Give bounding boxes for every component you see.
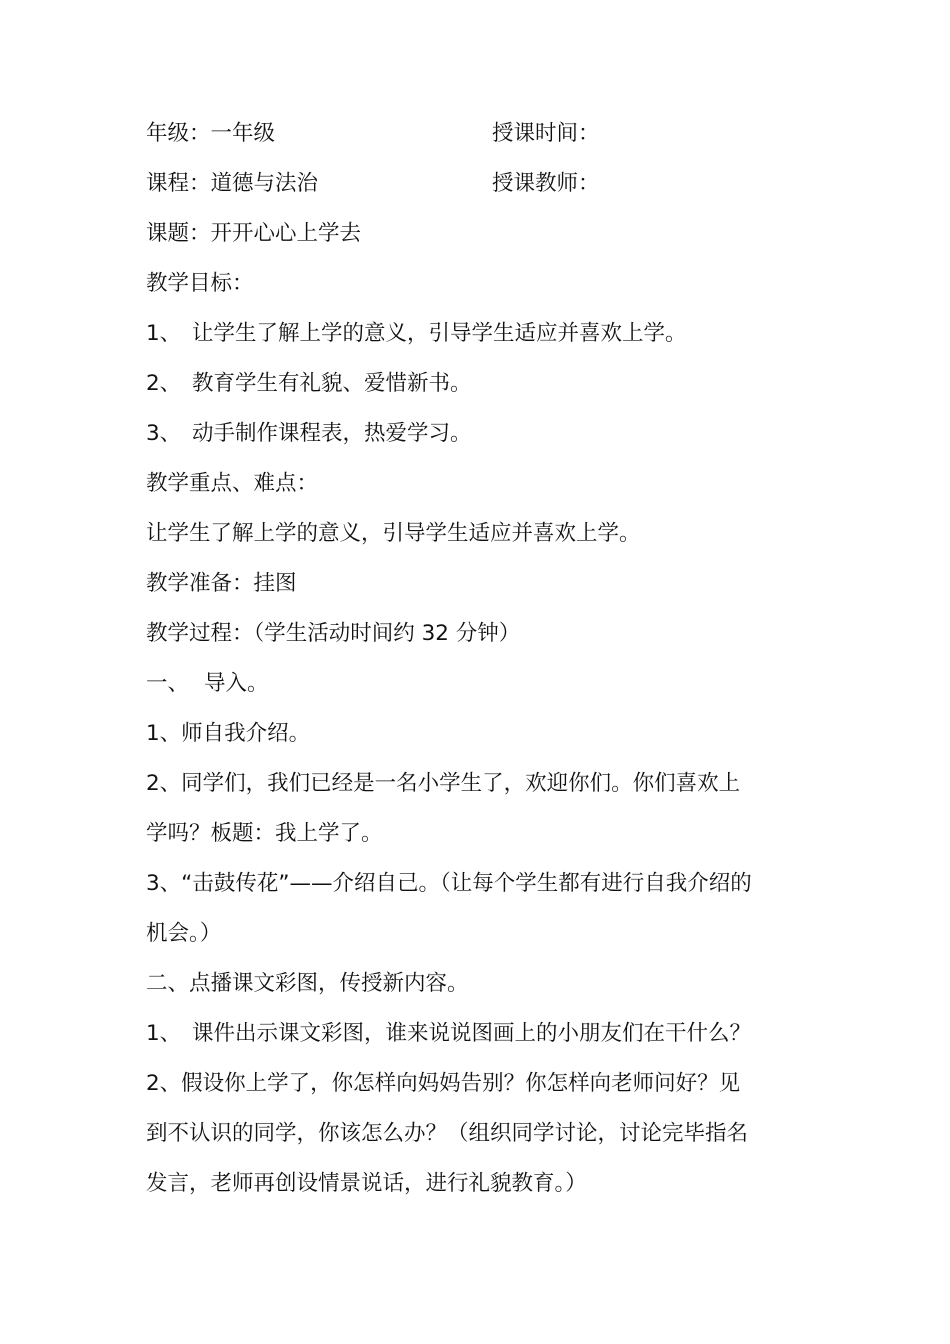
objective-item (146, 316, 816, 366)
process-item (146, 1016, 816, 1066)
keypoints-heading: 教学重点、难点： (146, 471, 319, 496)
section-heading (146, 666, 816, 716)
process-item: 2、假设你上学了，你怎样向妈妈告别？你怎样向老师问好？见 (146, 1071, 741, 1096)
topic-field: 课题：开开心心上学去 (146, 221, 362, 246)
objective-item (146, 416, 816, 466)
process-item-continued: 发言，老师再创设情景说话，进行礼貌教育。） (146, 1171, 587, 1196)
objectives-heading: 教学目标： (146, 271, 254, 296)
objective-text: 让学生了解上学的意义，引导学生适应并喜欢上学。 (192, 321, 687, 346)
section-title: 导入。 (204, 671, 269, 696)
lesson-plan-content (146, 116, 816, 1216)
class-time-field: 授课时间： (492, 121, 600, 146)
process-item: 1、师自我介绍。 (146, 721, 311, 746)
process-item-continued: 学吗？板题：我上学了。 (146, 821, 383, 846)
process-item: 3、“击鼓传花”——介绍自己。（让每个学生都有进行自我介绍的 (146, 871, 752, 896)
objective-text: 动手制作课程表，热爱学习。 (192, 421, 472, 446)
item-number: 1、 (146, 1021, 182, 1046)
item-text: 课件出示课文彩图，谁来说说图画上的小朋友们在干什么？ (192, 1021, 752, 1046)
objective-number: 1、 (146, 321, 182, 346)
process-item-continued: 机会。） (146, 921, 222, 946)
header-row-2 (146, 166, 816, 216)
objective-item (146, 366, 816, 416)
section-heading: 二、点播课文彩图，传授新内容。 (146, 971, 469, 996)
section-number: 一、 (146, 671, 190, 696)
process-heading: 教学过程：（学生活动时间约 32 分钟） (146, 621, 521, 646)
keypoints-text: 让学生了解上学的意义，引导学生适应并喜欢上学。 (146, 521, 641, 546)
objective-number: 3、 (146, 421, 182, 446)
course-field: 课程：道德与法治 (146, 171, 319, 196)
objective-text: 教育学生有礼貌、爱惜新书。 (192, 371, 472, 396)
preparation-field: 教学准备：挂图 (146, 571, 297, 596)
teacher-field: 授课教师： (492, 171, 600, 196)
grade-field: 年级：一年级 (146, 121, 276, 146)
process-item: 2、同学们，我们已经是一名小学生了，欢迎你们。你们喜欢上 (146, 771, 741, 796)
process-item-continued: 到不认识的同学，你该怎么办？（组织同学讨论，讨论完毕指名 (146, 1121, 749, 1146)
objective-number: 2、 (146, 371, 182, 396)
header-row-1 (146, 116, 816, 166)
